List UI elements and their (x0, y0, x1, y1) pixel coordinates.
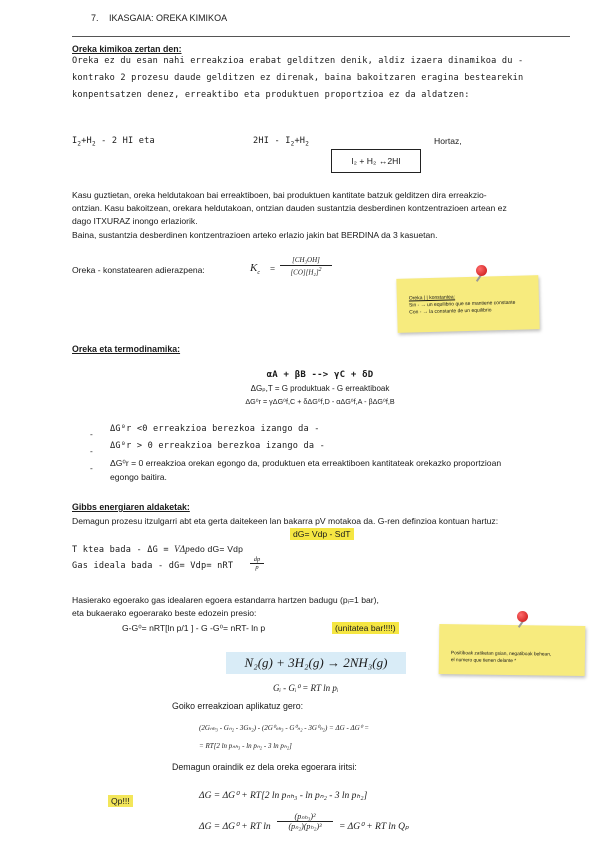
standard-state-line-2: eta bukaerako egoerarako beste edozein presio: (72, 608, 257, 618)
reaction-2: $2HI - I_2+H_2$ (253, 136, 309, 148)
sec2-line-3: dago ITXURAZ inongo erlaziorik. (72, 216, 198, 226)
G-G0-equation: G-G⁰= nRT[ln p/1 ] - G -G⁰= nRT- ln p (122, 623, 266, 633)
deltaG-standard: ΔG⁰r = γΔG⁰f,C + δΔG⁰f,D - αΔG⁰f,A - βΔG⁰f,B (245, 397, 395, 406)
chapter-number: 7. (91, 13, 99, 23)
bullet-text-1: ΔG⁰r <0 erreakzioa berezkoa izango da - (110, 424, 320, 434)
sticky-note-oreka (396, 275, 539, 333)
kc-numerator: [CH₃OH] (280, 256, 332, 266)
qp-highlight: Qp!!! (108, 795, 133, 807)
sec1-line-2: kontrako 2 prozesu daude gelditzen ez direnak, baina bakoitzaren eragina bestearekin (72, 73, 524, 83)
sticky-note-positive (439, 624, 586, 676)
deltaG-equation-2: ΔG = ΔG⁰ + RT ln (pₙₕ₃)² (pₙ₂)(pₕ₂)³ = ΔG⁰ + RT ln Qₚ (199, 812, 410, 832)
pin-icon (476, 265, 487, 276)
T-constant-line: T ktea bada - ΔG = VΔpedo dG= Vdp (72, 544, 244, 555)
deltaG-definition: ΔGₚ,T = G produktuak - G erreaktiboak (250, 384, 390, 393)
sec1-line-3: konpentsatzen denez, erreaktibo eta produktuen proportzioa ez da aldatzen: (72, 90, 470, 100)
note1-title: Oreka | | konstantea: (408, 294, 456, 302)
section-heading-oreka-kimikoa: Oreka kimikoa zertan den: (72, 44, 182, 54)
sec1-line-1: Oreka ez du esan nahi erreakzioa erabat gelditzen denik, aldiz izaera dinamikoa du - (72, 56, 524, 66)
page-header (91, 13, 227, 23)
unit-highlight: (unitatea bar!!!!) (332, 622, 399, 634)
sec2-line-4: Baina, sustantzia desberdinen kontzentrazioen arteko erlazio jakin bat BERDINA da 3 kasuetan. (72, 230, 438, 240)
kc-label: Oreka - konstatearen adierazpena: (72, 265, 205, 275)
goiko-label: Goiko erreakzioan aplikatuz gero: (172, 701, 304, 711)
note1-line-2: Con - → la constante de un equilibrio (409, 307, 492, 316)
section-heading-gibbs: Gibbs energiaren aldaketak: (72, 502, 190, 512)
demagun-label: Demagun oraindik ez dela oreka egoerara iritsi: (172, 762, 357, 772)
sec2-line-2: ontzian. Kasu bakoitzean, orekara heldutakoan, ontzian dauden sustantzia desberdinen kontzentrazioen artean ez (72, 203, 507, 213)
qp-fraction: (pₙₕ₃)² (pₙ₂)(pₕ₂)³ (277, 812, 333, 831)
reaction-1: $I_2+H_2 - 2$ HI eta (72, 136, 155, 148)
gibbs-intro: Demagun prozesu itzulgarri abt eta gerta daitekeen lan bakarra pV motakoa da. G-ren definzioa kontuan hartuz: (72, 516, 499, 526)
bullet-text-3: ΔG⁰r = 0 erreakzioa orekan egongo da, produktuen eta erreaktiboen kantitateak orekazko proportzioan (110, 458, 502, 468)
note2-line-2: el numero que tienen delante * (450, 658, 517, 665)
sec2-line-1: Kasu guztietan, oreka heldutakoan bai erreaktiboen, bai produktuen kantitate batzuk gelditzen dira erreakzio- (72, 190, 487, 200)
boxed-equilibrium: I₂ + H₂ ↔2HI (331, 149, 421, 173)
dG-highlight: dG= Vdp - SdT (290, 528, 354, 540)
header-rule (72, 36, 570, 37)
long-equation-1: (2Gₙₕ₃ - Gₙ₂ - 3Gₕ₂) - (2G⁰ₙₕ₃ - G⁰ₙ₂ - 3G⁰ₕ₂) = ΔG - ΔG⁰ = (199, 724, 369, 732)
bullet-text-2: ΔG⁰r > 0 erreakzioa berezkoa izango da - (110, 441, 325, 451)
ideal-gas-line: Gas ideala bada - dG= Vdp= nRT (72, 561, 234, 571)
reaction-general: αA + βB --> γC + δD (266, 370, 374, 380)
hortaz-label: Hortaz, (434, 136, 462, 146)
ammonia-reaction: N₂(g) + 3H₂(g) → 2NH₃(g) (226, 652, 406, 674)
kc-symbol: $K_c$ (250, 262, 261, 277)
bullet-text-3-cont: egongo baitira. (110, 472, 167, 482)
kc-fraction (280, 256, 332, 276)
note1-line-1: Sin - → un equilibrio que se mantiene constante (408, 299, 516, 309)
chapter-title: IKASGAIA: OREKA KIMIKOA (109, 13, 228, 23)
kc-denominator: $[CO][H_2]^2$ (290, 267, 322, 277)
note2-line-1: Positiboak zatiketan gsian, negatiboak behean, (450, 651, 552, 658)
deltaG-equation-1: ΔG = ΔG⁰ + RT[2 ln pₙₕ₃ - ln pₙ₂ - 3 ln pₕ₂] (199, 791, 368, 801)
long-equation-2: = RT[2 ln pₙₕ₃ - ln pₙ₂ - 3 ln pₕ₂] (199, 742, 292, 750)
pin-icon (517, 611, 528, 622)
standard-state-line-1: Hasierako egoerako gas idealaren egoera estandarra hartzen badugu (pᵢ=1 bar), (72, 595, 379, 605)
bullet-item: - (90, 429, 93, 439)
bullet-item: - (90, 446, 93, 456)
bullet-item: - (90, 463, 93, 473)
section-heading-termodinamika: Oreka eta termodinamika: (72, 344, 181, 354)
Gi-equation: Gᵢ - Gᵢ⁰ = RT ln pᵢ (273, 683, 339, 693)
dp-over-p: dp p (250, 556, 264, 571)
